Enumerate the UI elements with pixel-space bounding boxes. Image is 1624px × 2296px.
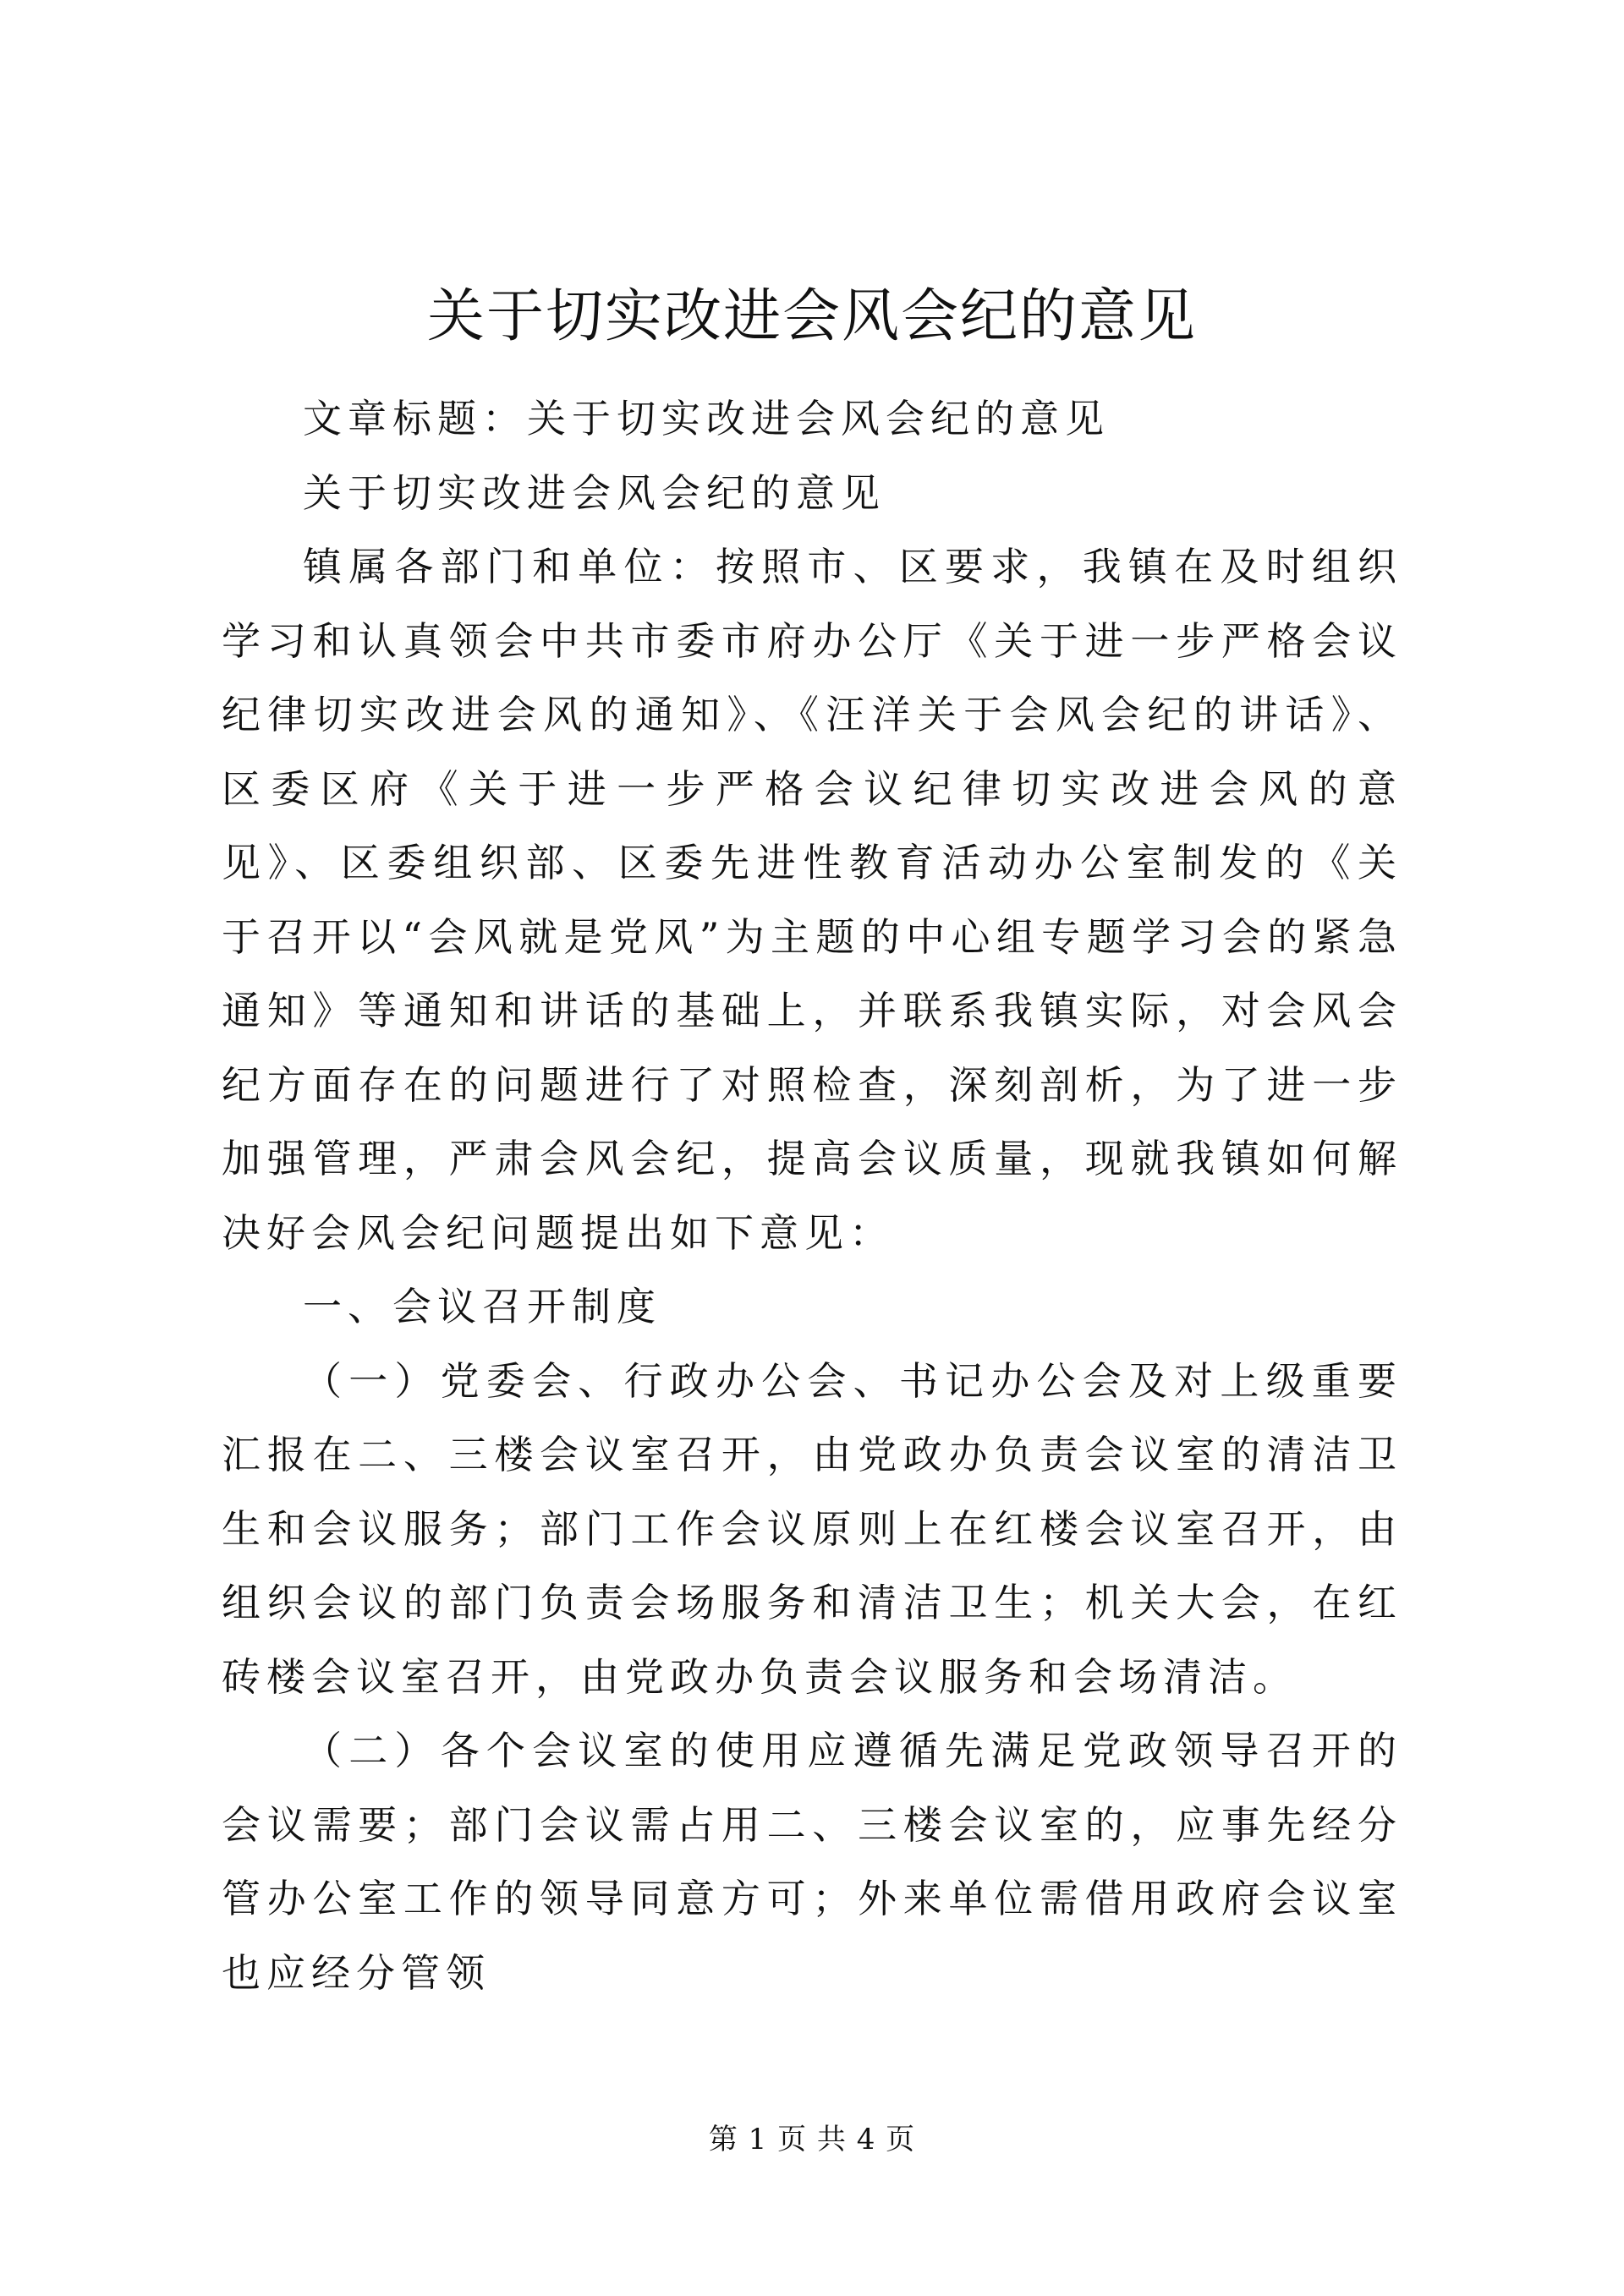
body-paragraph: （二）各个会议室的使用应遵循先满足党政领导召开的会议需要；部门会议需占用二、三楼会议室的，应事先经分管办公室工作的领导同意方可；外来单位需借用政府会议室也应经分管领 [222, 1728, 1402, 1996]
section-heading: 一、会议召开制度 [303, 1284, 661, 1329]
document-title: 关于切实改进会风会纪的意见 [426, 283, 1197, 350]
body-paragraph: 镇属各部门和单位：按照市、区要求，我镇在及时组织学习和认真领会中共市委市府办公厅《关于进一步严格会议纪律切实改进会风的通知》、《汪洋关于会风会纪的讲话》、区委区府《关于进一步严格会议纪律切实改进会风的意见》、区委组织部、区委先进性教育活动办公室制发的《关于召开以“会风就是党风”为主题的中心组专题学习会的紧急通知》等通知和讲话的基础上，并联系我镇实际，对会风会纪方面存在的问题进行了对照检查，深刻剖析，为了进一步加强管理，严肃会风会纪，提高会议质量，现就我镇如何解决好会风会纪问题提出如下意见： [222, 544, 1402, 1256]
document-body [222, 382, 1402, 2010]
subtitle-line: 关于切实改进会风会纪的意见 [303, 469, 886, 516]
body-paragraph: （一）党委会、行政办公会、书记办公会及对上级重要汇报在二、三楼会议室召开，由党政办负责会议室的清洁卫生和会议服务；部门工作会议原则上在红楼会议室召开，由组织会议的部门负责会场服务和清洁卫生；机关大会，在红砖楼会议室召开，由党政办负责会议服务和会场清洁。 [222, 1357, 1402, 1700]
article-title-line: 文章标题：关于切实改进会风会纪的意见 [303, 396, 1110, 441]
page-footer: 第 1 页 共 4 页 [708, 2123, 916, 2156]
